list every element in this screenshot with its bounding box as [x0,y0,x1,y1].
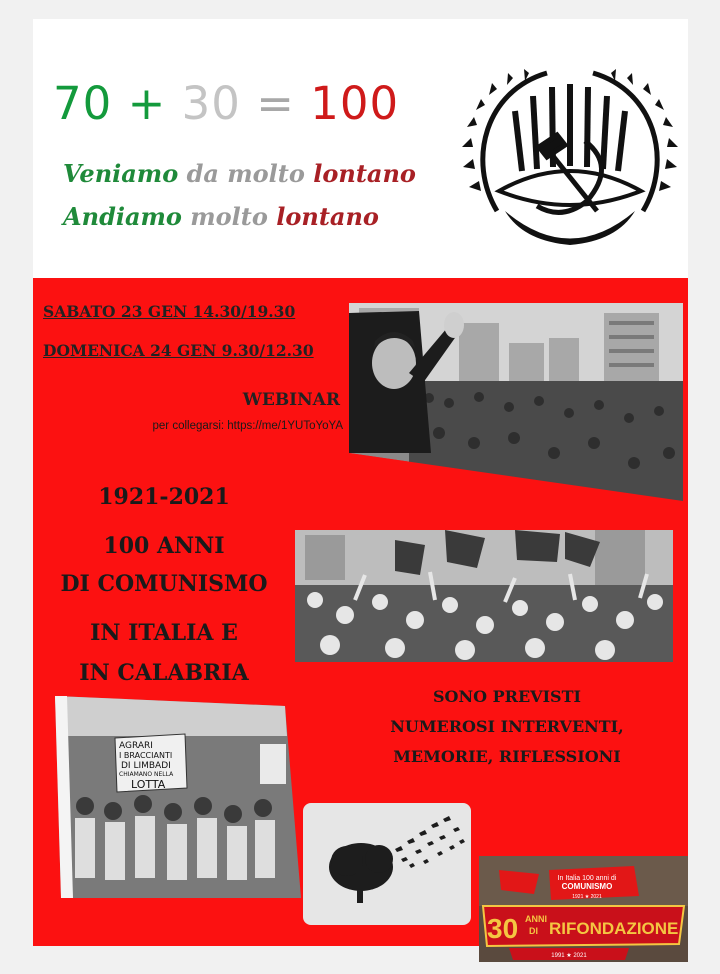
motto-word: lontano [313,159,416,188]
photo-protest-sign [55,696,301,898]
equation-equals: = [256,77,295,130]
badge-footer-years: 1991 ★ 2021 [551,953,587,959]
header-panel [33,19,688,278]
equation-part-70: 70 [53,77,113,130]
webinar-label: WEBINAR [242,390,340,410]
tree-birds-icon [303,803,471,925]
equation-plus: + [127,77,167,130]
date-saturday: SABATO 23 GEN 14.30/19.30 [43,302,296,321]
badge-header-text: In Italia 100 anni di [557,875,617,882]
headline-line-3: IN ITALIA E [90,620,238,646]
motto-word: lontano [276,202,379,231]
headline-line-1: 100 ANNI [103,533,225,559]
badge-header-text: COMUNISMO [561,882,613,891]
badge-number: 30 [487,913,519,944]
poster [33,19,688,959]
motto-line-1 [63,159,416,188]
motto-word: da molto [186,159,305,188]
photo-tree-birds [303,803,471,925]
notes-line: MEMORIE, RIFLESSIONI [393,747,621,766]
badge-name: RIFONDAZIONE [549,919,679,938]
rifondazione-badge [479,856,688,962]
notes-line: NUMEROSI INTERVENTI, [390,717,624,736]
photo-rally-leader [349,303,683,501]
red-banner [33,278,688,959]
motto-word: molto [190,202,268,231]
years-heading: 1921-2021 [98,484,230,510]
badge-anni: ANNI [525,914,547,924]
badge-years-text: 1921 ★ 2021 [572,894,602,900]
motto-line-2 [63,202,379,231]
anniversary-equation [53,77,399,130]
date-sunday: DOMENICA 24 GEN 9.30/12.30 [43,341,314,360]
sign-text: AGRARI [119,741,153,751]
hammer-sickle-emblem-icon [467,51,673,259]
sign-text: CHIAMANO NELLA [119,771,174,778]
sign-text: LOTTA [131,778,166,791]
headline-line-2: DI COMUNISMO [60,571,268,597]
sign-text: I BRACCIANTI [119,751,173,760]
webinar-link[interactable]: per collegarsi: https://me/1YUToYoYA [152,420,343,432]
program-notes [347,682,667,772]
headline-line-4: IN CALABRIA [79,660,249,686]
badge-di: DI [529,926,538,936]
equation-part-30: 30 [181,77,241,130]
equation-part-100: 100 [310,77,400,130]
photo-crowd-flags [295,530,673,662]
motto-word: Andiamo [63,202,182,231]
notes-line: SONO PREVISTI [433,687,581,706]
motto-word: Veniamo [63,159,179,188]
sign-text: DI LIMBADI [121,761,171,771]
